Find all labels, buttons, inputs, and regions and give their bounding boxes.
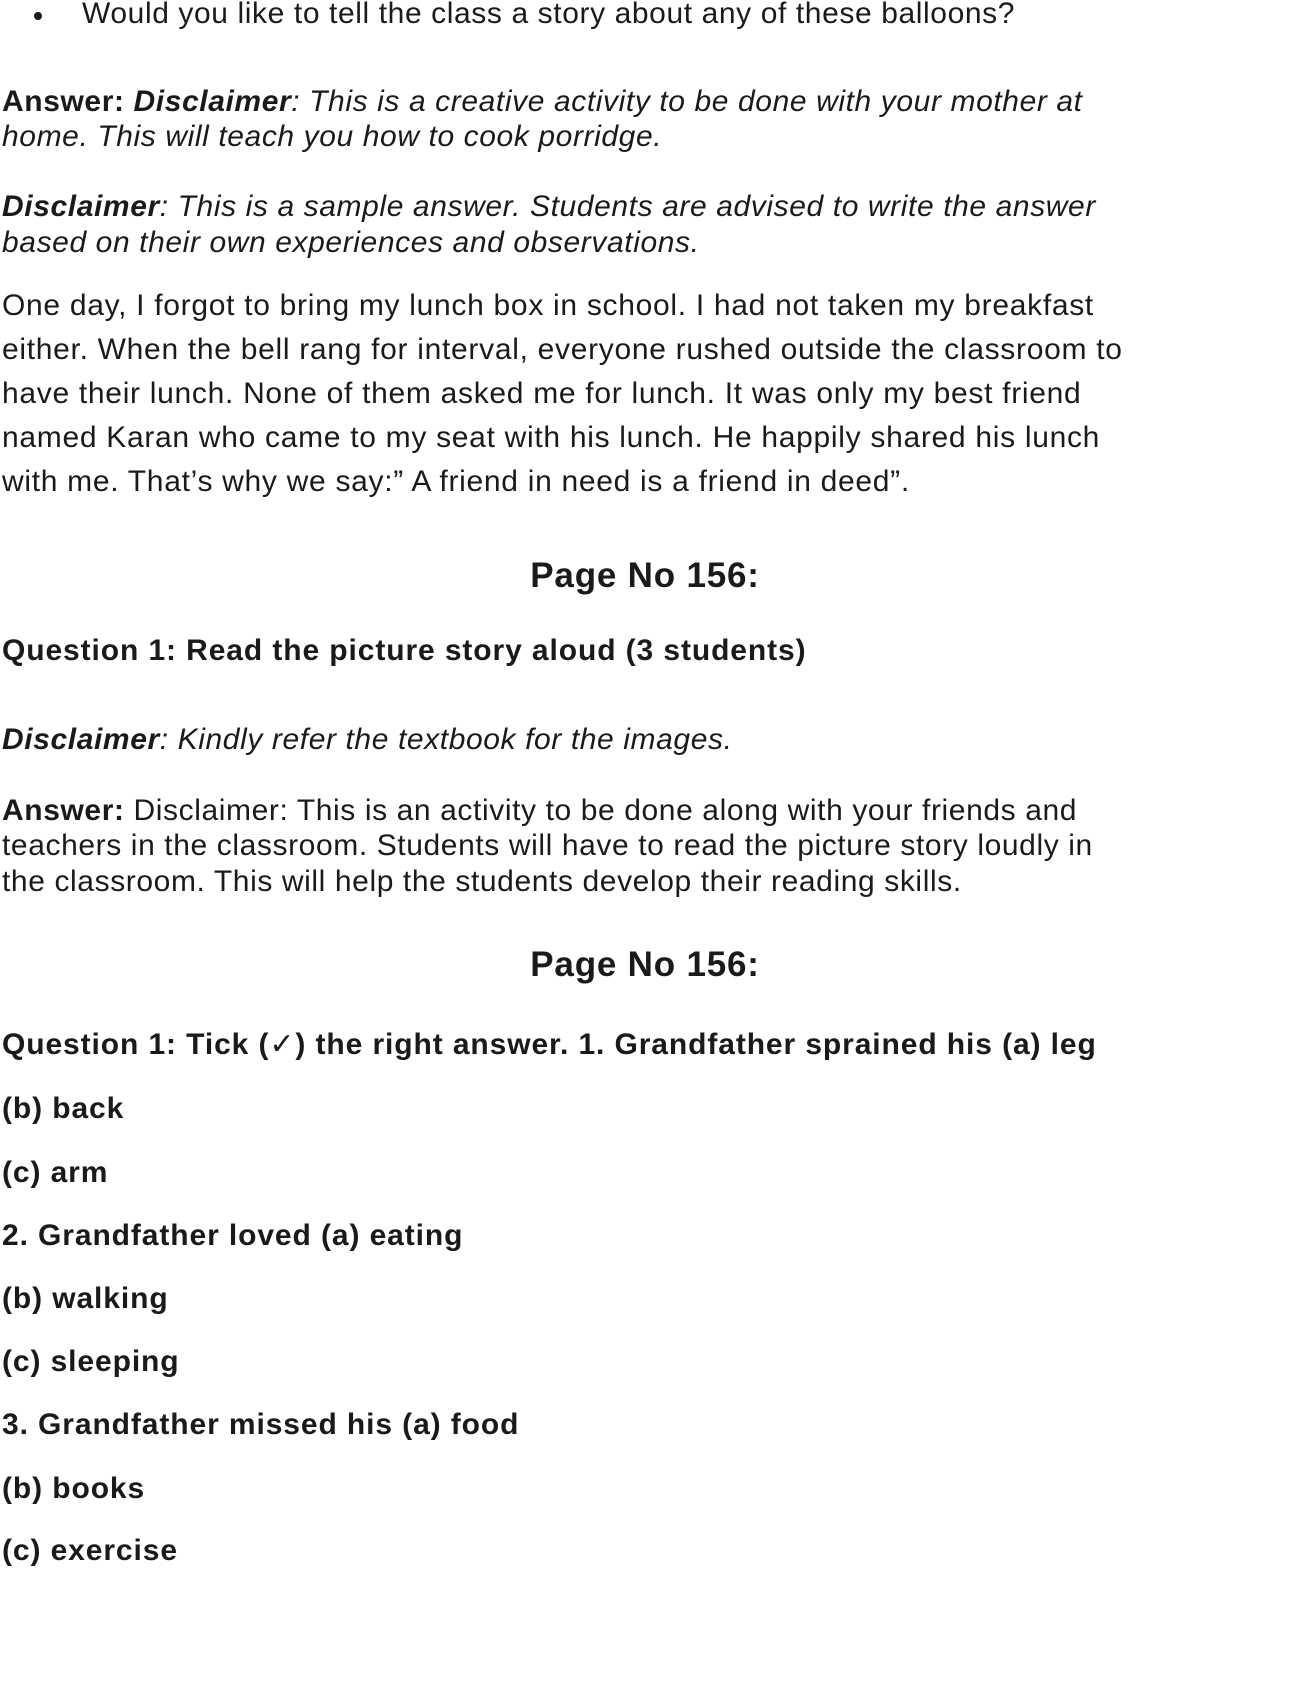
answer1-line2: home. This will teach you how to cook porridge.: [2, 120, 663, 153]
disclaimer2-text: : This is a sample answer. Students are advised to write the answer: [159, 190, 1096, 223]
disclaimer-label: Disclaimer: [133, 85, 292, 118]
story-line: have their lunch. None of them asked me for lunch. It was only my best friend: [2, 377, 1082, 410]
question-text: Question 1: Read the picture story aloud (3 students): [2, 634, 807, 667]
disclaimer3-line: [2, 722, 733, 758]
story-line: with me. That’s why we say:” A friend in need is a friend in deed”.: [2, 465, 910, 498]
option-item: (b) back: [2, 1092, 125, 1125]
disclaimer-label: Disclaimer: [2, 723, 160, 756]
page-heading: Page No 156:: [530, 556, 760, 595]
option-item: (c) sleeping: [2, 1345, 180, 1378]
option-item: (b) walking: [2, 1282, 169, 1315]
question-text: Question 1: Tick (✓) the right answer. 1. Grandfather sprained his (a) leg: [2, 1028, 1097, 1061]
question-item: 2. Grandfather loved (a) eating: [2, 1219, 464, 1252]
page-heading: Page No 156:: [530, 945, 760, 984]
answer-label: Answer:: [2, 794, 125, 827]
disclaimer2-line1: [2, 189, 1096, 225]
answer2-text: Disclaimer: This is an activity to be done along with your friends and: [124, 794, 1078, 827]
option-item: (c) arm: [2, 1156, 109, 1189]
disclaimer-label: Disclaimer: [2, 190, 160, 223]
bullet-dot-icon: [34, 12, 42, 20]
story-line: either. When the bell rang for interval, everyone rushed outside the classroom to: [2, 333, 1123, 366]
story-line: One day, I forgot to bring my lunch box in school. I had not taken my breakfast: [2, 289, 1094, 322]
disclaimer3-text: : Kindly refer the textbook for the images.: [159, 723, 733, 756]
answer2-line3: the classroom. This will help the students develop their reading skills.: [2, 865, 962, 898]
story-line: named Karan who came to my seat with his lunch. He happily shared his lunch: [2, 421, 1101, 454]
option-item: (c) exercise: [2, 1534, 178, 1567]
option-item: (b) books: [2, 1472, 146, 1505]
answer2-line2: teachers in the classroom. Students will have to read the picture story loudly in: [2, 829, 1093, 862]
answer1-text: : This is a creative activity to be done with your mother at: [291, 85, 1083, 118]
question-item: 3. Grandfather missed his (a) food: [2, 1408, 520, 1441]
disclaimer2-line2: based on their own experiences and observations.: [2, 226, 700, 259]
answer-label: Answer:: [2, 85, 125, 118]
bullet-text: Would you like to tell the class a story about any of these balloons?: [82, 0, 1016, 30]
answer2-line1: [2, 793, 1077, 829]
answer1-line1: [2, 84, 1083, 120]
